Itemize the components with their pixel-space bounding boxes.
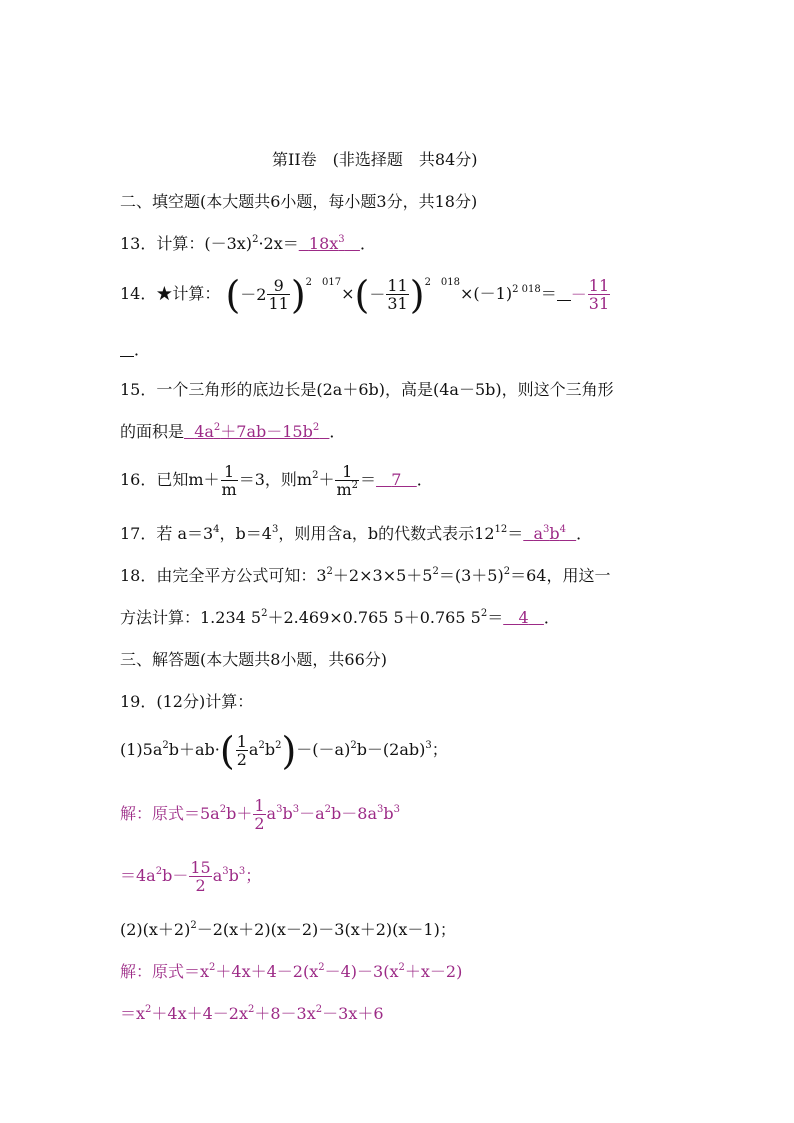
question-15-line2: 的面积是 $4a^2+7ab-15b^2$ ． [120,422,346,441]
answer-16: 7 [391,470,402,489]
solution-19-1-step1: 解：原式$=5a^2b+$ $\frac{1}{2}$ $a^3b^3-a^2b-8a^3b^3$ [120,796,400,833]
solution-19-1-step2: $=4a^2b-$ $\frac{15}{2}$ $a^3b^3$； [120,858,262,895]
question-13: 13．计算：$(-3x)^2\cdot 2x= 18x^3$ ． [120,234,376,253]
question-18-line2: 方法计算：1.234 $5^2+2.469\times 0.765$ 5＋0.765 $5^2=$ 4 ． [120,608,560,627]
section2-heading: 二、填空题(本大题共6小题，每小题3分，共18分) [120,192,478,211]
answer-18: 4 [518,608,529,627]
answer-17: $a^3b^4$ [533,524,566,543]
question-16: 16．已知m＋ $\frac{1}{m}$ ＝3，则$m^2+$ $\frac{1}{m^2}$ ＝ 7 ． [120,462,433,499]
section-title: 第II卷 (非选择题 共84分) [272,150,478,169]
question-19-part1: $(1)5a^2b+ab\cdot$( $\frac{1}{2}$ $a^2b^2)-(-a)^2b-(2ab)^3$； [120,728,448,773]
question-14-tail: ． [120,340,150,360]
solution-19-2-step2: $=x^2+4x+4-2x^2+8-3x^2-3x+6$ [120,1004,384,1023]
answer-15: $4a^2+7ab-15b^2$ [194,422,320,441]
left-paren: ( [225,272,241,317]
answer-13: $18x^3$ [308,234,345,253]
question-14: 14．★计算： ( －2 $\frac{9}{11}$ )$^{2 017}$×( － $\frac{11}{31}$ )$^{2 018}\times(-1)^{2 018}=$ － $\frac{11}{31}$ [120,272,610,317]
question-19-part2: $(2)(x+2)^2-2(x+2)(x-2)-3(x+2)(x-1)$； [120,920,456,939]
question-18-line1: 18．由完全平方公式可知：$3^2+2\times 3\times 5+5^2=(3+5)^2=64$，用这一 [120,566,611,585]
solution-19-2-step1: 解：原式$=x^2+4x+4-2(x^2-4)-3(x^2+x-2)$ [120,962,463,981]
question-19-header: 19．(12分)计算： [120,692,254,711]
question-17: 17．若 $a=3^4$，$b=4^3$，则用含a，b的代数式表示$12^{12}= a^3b^4$ ． [120,524,593,543]
section3-heading: 三、解答题(本大题共8小题，共66分) [120,650,388,669]
answer-14: － $\frac{11}{31}$ [570,276,610,313]
right-paren: ) [290,272,306,317]
question-15-line1: 15．一个三角形的底边长是(2a＋6b)，高是(4a－5b)，则这个三角形 [120,380,614,399]
